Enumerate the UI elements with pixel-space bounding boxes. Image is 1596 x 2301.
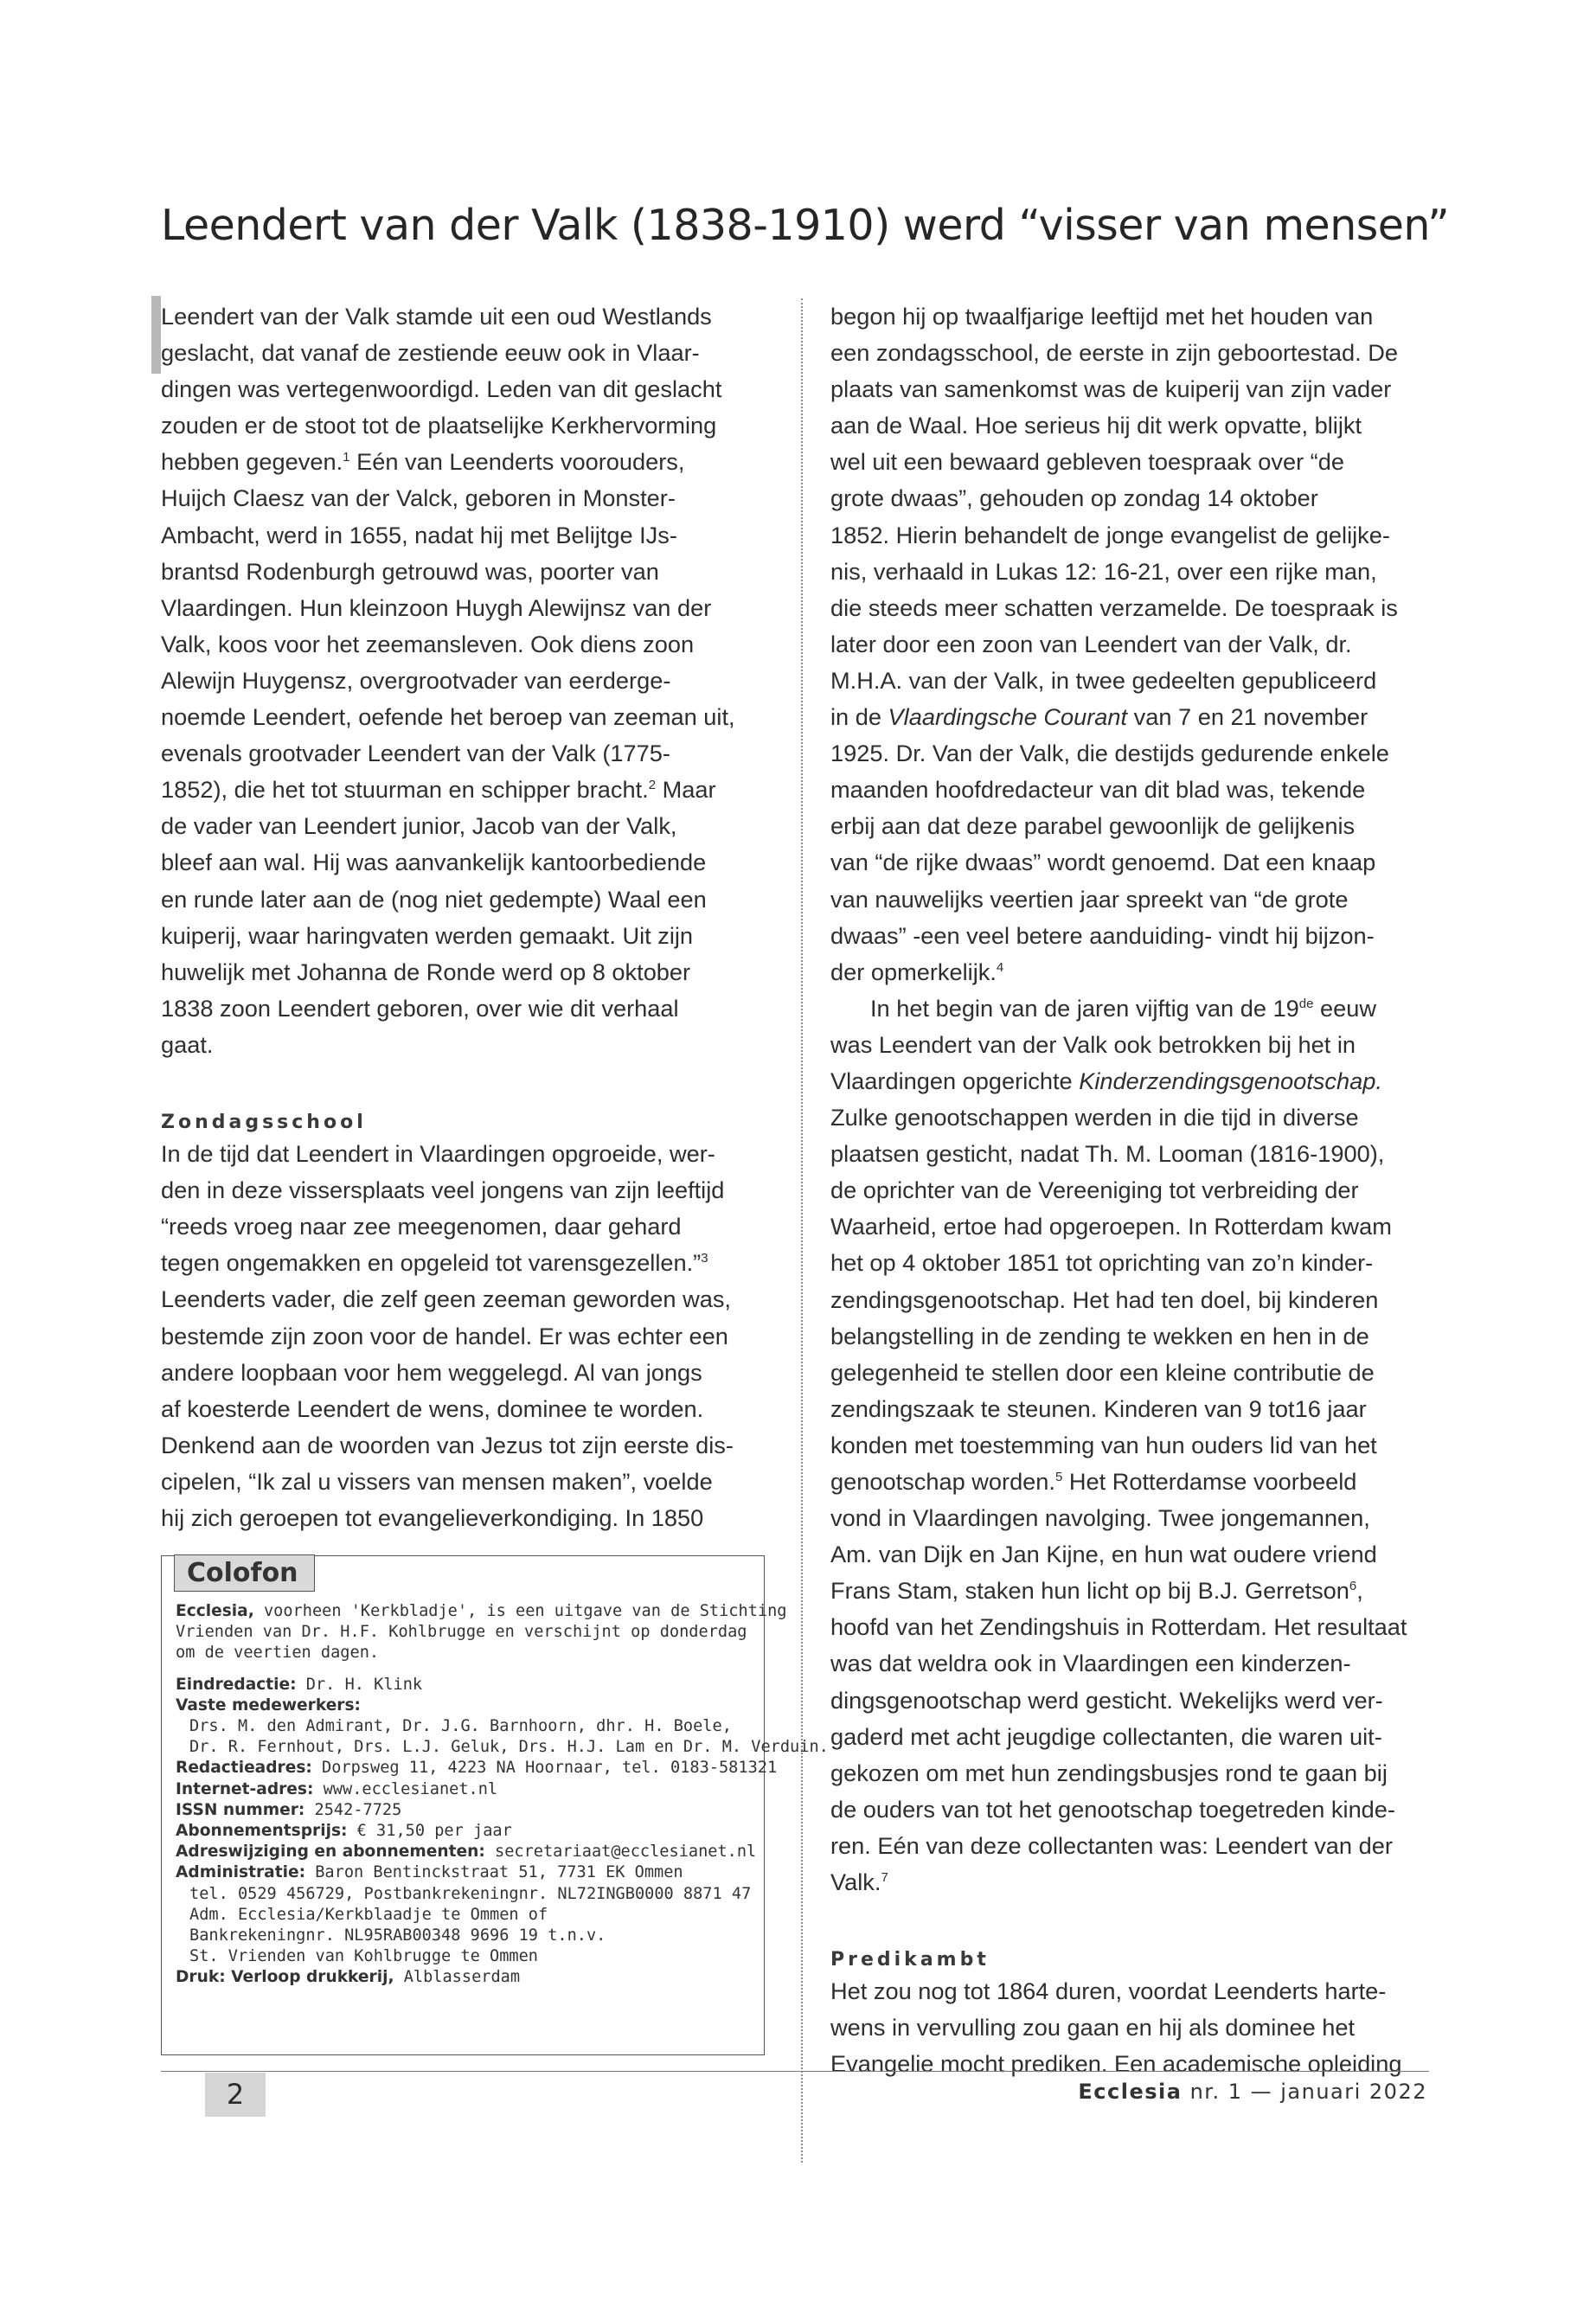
text-segment: In het begin van de jaren vijftig van de 19 [870,994,1299,1022]
text-line: Ambacht, werd in 1655, nadat hij met Belijtge IJs- [161,521,677,548]
text-line: af koesterde Leendert de wens, dominee te worden. [161,1394,704,1422]
footnote-mark: 6 [1349,1579,1357,1594]
colofon-line: Drs. M. den Admirant, Dr. J.G. Barnhoorn, dhr. H. Boele, [189,1717,732,1736]
text-line: den in deze vissersplaats veel jongens van zijn leeftijd [161,1176,725,1204]
publication-name: Ecclesia [1078,2080,1183,2104]
text-line: de oprichter van de Vereeniging tot verbreiding der [830,1176,1359,1204]
page-number: 2 [205,2073,266,2117]
text-line: 1925. Dr. Van der Valk, die destijds gedurende enkele [830,740,1389,767]
footnote-mark: 1 [343,450,350,465]
text-line [830,1063,1441,1099]
colofon-label: Abonnementsprijs: [176,1822,348,1841]
text-line: zendingszaak te steunen. Kinderen van 9 tot16 jaar [830,1394,1367,1422]
text-line: Leendert van der Valk stamde uit een oud Westlands [161,303,712,330]
colofon-label: ISSN nummer: [176,1800,305,1819]
text-line: dingsgenootschap werd gesticht. Wekelijks werd ver- [830,1686,1383,1714]
text-line: wens in vervulling zou gaan en hij als dominee het [830,2014,1356,2041]
text-line: andere loopbaan voor hem weggelegd. Al van jongs [161,1358,702,1386]
text-line: noemde Leendert, oefende het beroep van zeeman uit, [161,703,735,731]
text-line: Leenderts vader, die zelf geen zeeman geworden was, [161,1285,731,1313]
text-line: begon hij op twaalfjarige leeftijd met het houden van [830,303,1374,330]
text-line: het op 4 oktober 1851 tot oprichting van zo’n kinder- [830,1249,1374,1277]
text-line: Denkend aan de woorden van Jezus tot zijn eerste dis- [161,1431,734,1458]
text-line: Evangelie mocht prediken. Een academische opleiding [830,2050,1402,2078]
footnote-mark: 5 [1054,1469,1063,1484]
text-line [161,772,779,808]
text-line: konden met toestemming van hun ouders lid van het [830,1431,1377,1458]
text-line: ren. Eén van deze collectanten was: Leendert van der [830,1831,1393,1859]
text-segment: in de [830,703,881,731]
text-line: nis, verhaald in Lukas 12: 16-21, over een rijke man, [830,557,1377,585]
article-title: Leendert van der Valk (1838-1910) werd “visser van mensen” [161,201,1450,250]
text-segment: Maar [662,776,716,804]
colofon-label: Eindredactie: [176,1675,297,1694]
text-line: Alewijn Huygensz, overgrootvader van eerderge- [161,666,671,694]
text-line: kuiperij, waar haringvaten werden gemaakt. Uit zijn [161,921,694,949]
colofon-text: Alblasserdam [394,1968,521,1987]
colofon-text: 2542-7725 [304,1800,402,1819]
colofon-line [176,1758,778,1779]
text-line: belangstelling in de zending te wekken en hen in de [830,1322,1369,1349]
text-line: de vader van Leendert junior, Jacob van der Valk, [161,812,677,840]
colofon-label: Adreswijziging en abonnementen: [176,1843,485,1862]
colofon-label: Administratie: [176,1863,306,1882]
newspaper-title: Vlaardingsche Courant [888,703,1128,731]
text-line: gelegenheid te stellen door een kleine contributie de [830,1358,1375,1386]
colofon-text: Dorpsweg 11, 4223 NA Hoornaar, tel. 0183-581321 [311,1759,778,1778]
text-line [830,1864,1441,1900]
text-line: bleef aan wal. Hij was aanvankelijk kantoorbediende [161,849,707,876]
text-segment: van 7 en 21 november [1133,703,1368,731]
text-segment: Vlaardingen opgerichte [830,1067,1073,1094]
colofon-line: Bankrekeningnr. NL95RAB00348 9696 19 t.n.v. [189,1926,606,1945]
text-line: wel uit een bewaard gebleven toespraak over “de [830,448,1344,476]
footer-rule [161,2071,1429,2072]
text-line: maanden hoofdredacteur van dit blad was, tekende [830,776,1366,804]
colofon-line: om de veertien dagen. [176,1644,380,1663]
text-line: hoofd van het Zendingshuis in Rotterdam. Het resultaat [830,1613,1407,1641]
footnote-mark: 7 [881,1869,888,1885]
left-column [161,298,779,1536]
text-line: gaderd met acht jeugdige collectanten, die waren uit- [830,1722,1382,1750]
text-segment: Eén van Leenderts voorouders, [356,448,685,476]
text-line [830,1464,1441,1500]
colofon-label: Ecclesia, [176,1602,254,1620]
text-line [830,990,1441,1027]
colofon-line [176,1821,755,1842]
text-line: brantsd Rodenburgh getrouwd was, poorter van [161,557,659,585]
text-segment: Frans Stam, staken hun licht op bij B.J. Gerretson [830,1577,1349,1605]
text-line: bestemde zijn zoon voor de handel. Er was echter een [161,1322,728,1349]
colofon-line [176,1862,755,1883]
text-line: was Leendert van der Valk ook betrokken bij het in [830,1030,1356,1058]
colofon-line [176,1842,755,1862]
colofon-line [176,1779,755,1800]
text-line: gekozen om met hun zendingsbusjes rond te gaan bij [830,1759,1388,1786]
text-line: gaat. [161,1030,214,1058]
text-line: zendingsgenootschap. Het had ten doel, bij kinderen [830,1285,1379,1313]
colofon-line [176,1800,755,1821]
text-line: plaatsen gesticht, nadat Th. M. Looman (1816-1900), [830,1140,1385,1168]
text-line: Am. van Dijk en Jan Kijne, en hun wat oudere vriend [830,1541,1377,1568]
issue-info: nr. 1 — januari 2022 [1182,2080,1427,2104]
text-line: dwaas” -een veel betere aanduiding- vindt hij bijzon- [830,921,1375,949]
text-line: was dat weldra ook in Vlaardingen een kinderzen- [830,1650,1351,1677]
text-line: “reeds vroeg naar zee meegenomen, daar gehard [161,1213,682,1240]
text-line: van nauwelijks veertien jaar spreekt van “de grote [830,885,1349,913]
colofon-text: € 31,50 per jaar [347,1822,512,1841]
colofon-body [176,1601,829,1989]
text-line: M.H.A. van der Valk, in twee gedeelten gepubliceerd [830,666,1377,694]
text-segment: , [1356,1577,1363,1605]
text-line: grote dwaas”, gehouden op zondag 14 oktober [830,484,1318,512]
subheading-predikambt: Predikambt [830,1949,990,1971]
column-divider [801,298,803,2163]
text-line [830,699,1441,735]
text-line: Huijch Claesz van der Valck, geboren in Monster- [161,484,676,512]
footnote-mark: 4 [996,959,1004,975]
right-column [830,298,1441,2083]
text-segment: 1852), die het tot stuurman en schipper bracht. [161,776,649,804]
text-segment: Het Rotterdamse voorbeeld [1068,1468,1357,1495]
colofon-line [176,1675,755,1695]
text-line: In de tijd dat Leendert in Vlaardingen opgroeide, wer- [161,1140,715,1168]
text-line: dingen was vertegenwoordigd. Leden van dit geslacht [161,375,722,403]
footnote-mark: 2 [648,778,657,793]
text-line: die steeds meer schatten verzamelde. De toespraak is [830,593,1398,621]
text-segment: tegen ongemakken en opgeleid tot varensgezellen.” [161,1249,702,1277]
footer-publication [1078,2080,1427,2104]
text-line: Valk, koos voor het zeemansleven. Ook diens zoon [161,630,695,657]
colofon-line [176,1695,755,1716]
text-line [830,954,1441,990]
text-line [830,1573,1441,1609]
colofon-line: St. Vrienden van Kohlbrugge te Ommen [189,1947,538,1966]
text-line: een zondagsschool, de eerste in zijn geboortestad. De [830,339,1398,367]
society-name: Kinderzendingsgenootschap. [1079,1067,1382,1094]
colofon-text: Dr. H. Klink [296,1675,423,1694]
text-line: aan de Waal. Hoe serieus hij dit werk opvatte, blijkt [830,412,1362,439]
text-line: geslacht, dat vanaf de zestiende eeuw ook in Vlaar- [161,339,700,367]
text-line: zouden er de stoot tot de plaatselijke Kerkhervorming [161,412,717,439]
subheading-zondagsschool: Zondagsschool [161,1111,367,1133]
superscript: de [1298,996,1314,1011]
text-line: huwelijk met Johanna de Ronde werd op 8 oktober [161,958,691,985]
text-line: van “de rijke dwaas” wordt genoemd. Dat een knaap [830,849,1376,876]
colofon-text: voorheen 'Kerkbladje', is een uitgave van de Stichting [253,1602,787,1620]
text-line: de ouders van tot het genootschap toegetreden kinde- [830,1795,1395,1823]
text-segment: der opmerkelijk. [830,958,997,985]
colofon-text: Baron Bentinckstraat 51, 7731 EK Ommen [305,1863,683,1882]
text-line: 1838 zoon Leendert geboren, over wie dit verhaal [161,994,679,1022]
colofon-line [176,1967,755,1988]
text-line: Waarheid, ertoe had opgeroepen. In Rotterdam kwam [830,1213,1392,1240]
text-line: evenals grootvader Leendert van der Valk (1775- [161,740,670,767]
text-line: hij zich geroepen tot evangelieverkondiging. In 1850 [161,1504,704,1531]
text-line: cipelen, “Ik zal u vissers van mensen maken”, voelde [161,1467,713,1495]
text-line [161,444,779,480]
colofon-heading: Colofon [174,1554,315,1592]
colofon-label: Vaste medewerkers: [176,1695,361,1715]
text-line: vond in Vlaardingen navolging. Twee jongemannen, [830,1504,1370,1532]
text-line: Zulke genootschappen werden in die tijd in diverse [830,1104,1359,1131]
website-link[interactable]: www.ecclesianet.nl [313,1779,498,1798]
colofon-label: Druk: Verloop drukkerij, [176,1968,394,1987]
email-link[interactable]: secretariaat@ecclesianet.nl [484,1843,757,1862]
colofon-line [176,1601,787,1622]
text-segment: eeuw [1320,994,1377,1022]
text-line [161,1245,779,1281]
colofon-label: Internet-adres: [176,1779,314,1798]
text-line: 1852. Hierin behandelt de jonge evangelist de gelijke- [830,521,1390,548]
text-line: Vlaardingen. Hun kleinzoon Huygh Alewijnsz van der [161,593,712,621]
drop-marker [151,296,161,374]
text-segment: Valk. [830,1868,881,1896]
text-segment: genootschap worden. [830,1468,1055,1495]
footnote-mark: 3 [701,1251,708,1266]
colofon-box [161,1555,829,2055]
text-line: plaats van samenkomst was de kuiperij van zijn vader [830,375,1392,403]
text-segment: hebben gegeven. [161,448,343,476]
text-line: erbij aan dat deze parabel gewoonlijk de gelijkenis [830,812,1356,840]
text-line: en runde later aan de (nog niet gedempte) Waal een [161,885,707,913]
text-line: later door een zoon van Leendert van der Valk, dr. [830,630,1352,657]
colofon-line: tel. 0529 456729, Postbankrekeningnr. NL72INGB0000 8871 47 [189,1884,752,1903]
colofon-label: Redactieadres: [176,1759,312,1778]
colofon-line: Dr. R. Fernhout, Drs. L.J. Geluk, Drs. H.J. Lam en Dr. M. Verduin. [189,1738,829,1757]
text-line: Het zou nog tot 1864 duren, voordat Leenderts harte- [830,1977,1387,2005]
colofon-line: Adm. Ecclesia/Kerkblaadje te Ommen of [189,1905,548,1924]
colofon-line: Vrienden van Dr. H.F. Kohlbrugge en verschijnt op donderdag [176,1623,747,1642]
